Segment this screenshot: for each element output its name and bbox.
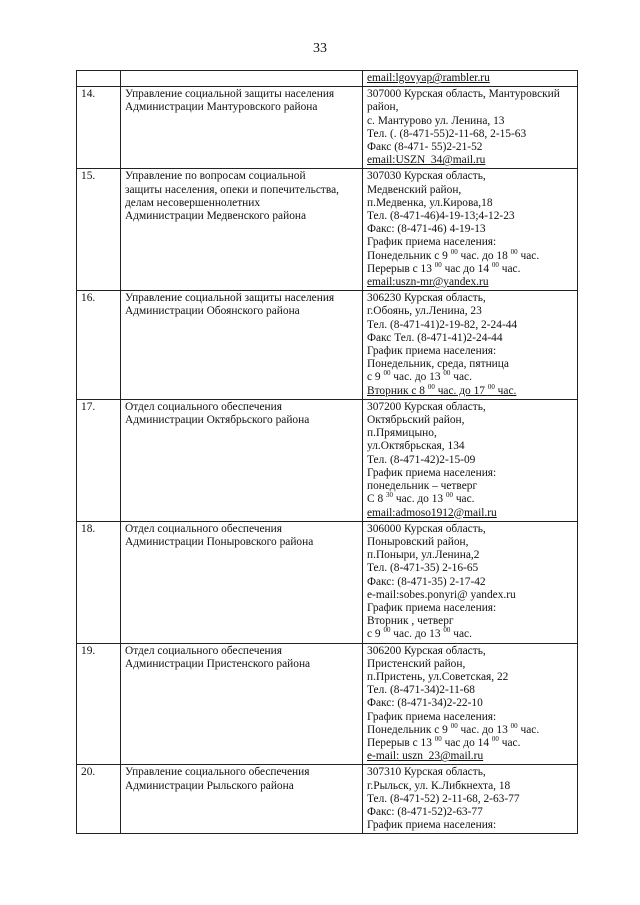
contact-line: п.Поныри, ул.Ленина,2 [367,549,480,562]
organization-name-line: Управление по вопросам социальной [125,170,306,183]
contact-line: График приема населения: [367,601,497,614]
table-row [77,71,578,87]
organization-name-cell [121,643,363,765]
table-row [77,169,578,291]
contact-line: Тел. (8-471-52) 2-11-68, 2-63-77 [367,792,520,805]
directory-table-body [77,71,578,834]
organization-name-line: Администрации Пристенского района [125,657,311,670]
contact-line: 307000 Курская область, Мантуровский [367,88,560,101]
contact-line: 306230 Курская область, [367,292,486,305]
organization-name-line: Отдел социального обеспечения [125,400,282,413]
contact-line: 307310 Курская область, [367,766,486,779]
contact-line: Октябрьский район, [367,414,465,427]
contact-line: e-mail:sobes.ponyri@ yandex.ru [367,588,516,601]
table-row [77,87,578,169]
organization-name-cell [121,521,363,643]
contact-line: 306000 Курская область, [367,522,486,535]
contact-line: г.Обоянь, ул.Ленина, 23 [367,305,482,318]
contact-line: Факс: (8-471-34)2-22-10 [367,697,483,710]
contact-line: График приема населения: [367,345,497,358]
contact-line: email:lgovyap@rambler.ru [367,72,490,84]
contact-line: Понедельник с 9 $^{00}$ час. до 13 $^{00}$ час. [367,721,540,736]
time-minutes: 00 [443,369,451,378]
time-minutes: 00 [450,247,458,256]
contact-line: С 8 $^{30}$ час. до 13 $^{00}$ час. [367,491,475,506]
organization-name-line: Управление социальной защиты населения [125,88,335,101]
contact-line: Факс (8-471- 55)2-21-52 [367,141,483,154]
page-number: 33 [313,41,327,56]
organization-name-cell [121,765,363,834]
organization-name-cell [121,71,363,87]
contact-line: Понедельник с 9 $^{00}$ час. до 18 $^{00}$ час. [367,247,540,262]
organization-name-line: делам несовершеннолетних [125,196,261,209]
contact-line: Факс Тел. (8-471-41)2-24-44 [367,331,503,344]
contact-line: Факс: (8-471-46) 4-19-13 [367,223,486,236]
contact-line: Перерыв с 13 $^{00}$ час до 14 $^{00}$ час. [367,260,521,275]
time-minutes: 00 [443,626,451,635]
contact-line: п.Прямицыно, [367,427,437,440]
organization-name-line: Управление социального обеспечения [125,766,310,779]
time-minutes: 00 [434,734,442,743]
organization-name-cell [121,87,363,169]
contact-line: г.Рыльск, ул. К.Либкнехта, 18 [367,779,511,792]
row-number-cell: 16. [77,291,121,400]
contact-info-cell [363,643,578,765]
contact-line: Понедельник, среда, пятница [367,358,509,371]
contact-info-cell [363,765,578,834]
time-minutes: 00 [434,260,442,269]
table-row [77,399,578,521]
organization-name-cell [121,291,363,400]
contact-line: ул.Октябрьская, 134 [367,440,465,453]
time-minutes: 00 [383,626,391,635]
row-number-cell: 20. [77,765,121,834]
table-row [77,765,578,834]
organization-name-line: Администрации Обоянского района [125,305,300,318]
row-number-cell: 14. [77,87,121,169]
contact-info-cell [363,71,578,87]
contact-line: email:admoso1912@mail.ru [367,506,497,519]
time-minutes: 30 [386,491,393,500]
row-number-cell [77,71,121,87]
time-minutes: 00 [510,247,518,256]
contact-info-cell [363,399,578,521]
contact-line: Тел. (8-471-46)4-19-13;4-12-23 [367,210,515,223]
contact-line: График приема населения: [367,819,497,832]
organization-name-cell [121,169,363,291]
contact-line: район, [367,101,399,114]
contact-line: 307030 Курская область, [367,170,486,183]
table-row [77,291,578,400]
contact-line: email:uszn-mr@yandex.ru [367,276,489,289]
contact-line: п.Пристень, ул.Советская, 22 [367,670,509,683]
contact-line: График приема населения: [367,466,497,479]
contact-line: 307200 Курская область, [367,400,486,413]
time-minutes: 00 [487,382,495,391]
time-minutes: 00 [450,721,458,730]
contact-info-cell [363,87,578,169]
time-minutes: 00 [491,734,499,743]
contact-line: Тел. (. (8-471-55)2-11-68, 2-15-63 [367,127,527,140]
organization-name-line: Администрации Поныровского района [125,535,314,548]
row-number-cell: 19. [77,643,121,765]
contact-line: Факс: (8-471-35) 2-17-42 [367,575,486,588]
organization-name-line: защиты населения, опеки и попечительства, [125,183,339,196]
contact-line: email:USZN_34@mail.ru [367,154,486,167]
contact-line: Факс: (8-471-52)2-63-77 [367,805,483,818]
contact-line: с 9 $^{00}$ час. до 13 $^{00}$ час. [367,369,472,384]
contact-info-cell [363,169,578,291]
table-row [77,521,578,643]
contact-line: Тел. (8-471-34)2-11-68 [367,684,475,697]
table-row [77,643,578,765]
organization-name-line: Отдел социального обеспечения [125,644,282,657]
contact-line: с 9 $^{00}$ час. до 13 $^{00}$ час. [367,626,472,641]
time-minutes: 00 [383,369,391,378]
contact-line: График приема населения: [367,236,497,249]
contact-line: п.Медвенка, ул.Кирова,18 [367,196,493,209]
organization-name-line: Администрации Мантуровского района [125,101,318,114]
organization-name-line: Администрации Октябрьского района [125,414,310,427]
row-number-cell: 15. [77,169,121,291]
time-minutes: 00 [445,491,453,500]
contact-info-cell [363,521,578,643]
contact-line: График приема населения: [367,710,497,723]
contact-line: Медвенский район, [367,183,462,196]
contact-line: Поныровский район, [367,535,469,548]
organization-name-line: Администрации Медвенского района [125,210,307,223]
contact-line: e-mail: uszn_23@mail.ru [367,750,484,763]
time-minutes: 00 [510,721,518,730]
organization-name-line: Администрации Рыльского района [125,779,294,792]
contact-info-cell [363,291,578,400]
contact-line: с. Мантурово ул. Ленина, 13 [367,114,505,127]
contact-line: Вторник с 8 $^{00}$ час. до 17 $^{00}$ час. [367,382,517,397]
contact-line: 306200 Курская область, [367,644,486,657]
contact-line: Вторник , четверг [367,615,454,628]
time-minutes: 00 [491,260,499,269]
contact-line: Тел. (8-471-42)2-15-09 [367,453,476,466]
organization-name-cell [121,399,363,521]
contact-line: понедельник – четверг [367,480,478,493]
organization-name-line: Отдел социального обеспечения [125,522,282,535]
contact-line: Тел. (8-471-35) 2-16-65 [367,562,479,575]
time-minutes: 00 [427,382,435,391]
row-number-cell: 18. [77,521,121,643]
row-number-cell: 17. [77,399,121,521]
contact-line: Тел. (8-471-41)2-19-82, 2-24-44 [367,318,518,331]
organization-name-line: Управление социальной защиты населения [125,292,335,305]
contact-line: Пристенский район, [367,657,466,670]
directory-table [76,70,578,834]
contact-line: Перерыв с 13 $^{00}$ час до 14 $^{00}$ час. [367,734,521,749]
